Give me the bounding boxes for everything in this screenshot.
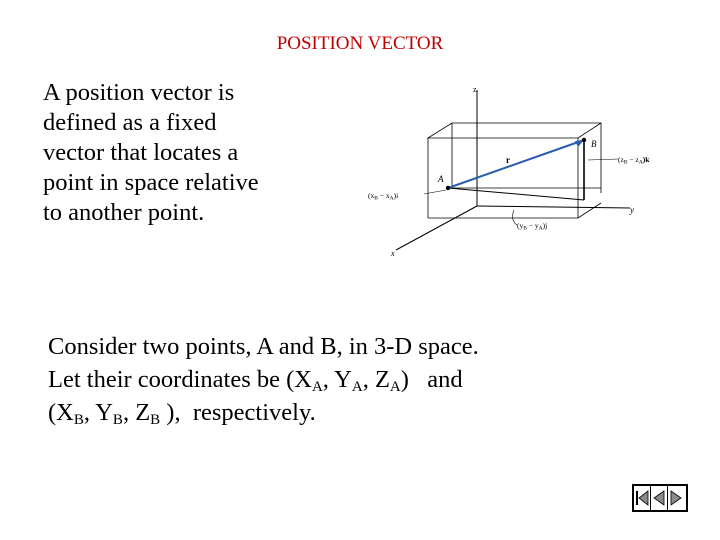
first-slide-button[interactable] bbox=[634, 486, 651, 510]
intro-line: vector that locates a bbox=[43, 139, 239, 166]
intro-line: defined as a fixed bbox=[43, 109, 217, 136]
z-component-label: $(z_B - z_A)k$ bbox=[618, 155, 650, 166]
consider-line: Consider two points, A and B, in 3-D space. bbox=[48, 333, 479, 360]
position-vector-diagram bbox=[362, 78, 684, 262]
point-b-dot bbox=[582, 138, 586, 142]
intro-line: A position vector is bbox=[43, 79, 235, 106]
intro-line: point in space relative bbox=[43, 169, 259, 196]
y-axis bbox=[477, 206, 630, 208]
z-label-leader bbox=[588, 159, 618, 160]
point-b-label: B bbox=[591, 139, 597, 149]
slide-navigation bbox=[632, 484, 688, 512]
slide-title: POSITION VECTOR bbox=[276, 33, 444, 54]
x-axis bbox=[396, 206, 477, 250]
consider-line: Let their coordinates be ($X_A$, $Y_A$, $Z_A$) and bbox=[48, 366, 463, 395]
box-top-edges bbox=[428, 123, 601, 138]
box-back-edges bbox=[452, 123, 601, 193]
position-vector-r bbox=[448, 140, 584, 188]
point-a-label: A bbox=[438, 174, 444, 184]
x-axis-label: x bbox=[391, 249, 395, 258]
intro-line: to another point. bbox=[43, 199, 205, 226]
x-component-label: $(x_B - x_A)i$ bbox=[368, 191, 399, 202]
y-axis-label: y bbox=[630, 205, 634, 215]
y-component-line bbox=[448, 188, 584, 200]
consider-line: ($X_B$, $Y_B$, $Z_B$ ), respectively. bbox=[48, 399, 316, 428]
next-slide-icon bbox=[669, 489, 683, 507]
y-component-label: $(y_B - y_A)j$ bbox=[517, 221, 548, 232]
x-label-leader bbox=[424, 190, 446, 194]
intro-text bbox=[43, 78, 343, 228]
z-axis-label: z bbox=[473, 85, 477, 94]
next-slide-button[interactable] bbox=[668, 486, 684, 510]
point-a-dot bbox=[446, 186, 450, 190]
position-vector-figure bbox=[362, 78, 684, 262]
consider-text bbox=[48, 330, 688, 429]
previous-slide-icon bbox=[652, 489, 666, 507]
vector-r-label: r bbox=[506, 155, 510, 165]
first-slide-icon bbox=[635, 489, 649, 507]
box-bottom-right-edge bbox=[578, 203, 601, 218]
previous-slide-button[interactable] bbox=[651, 486, 668, 510]
